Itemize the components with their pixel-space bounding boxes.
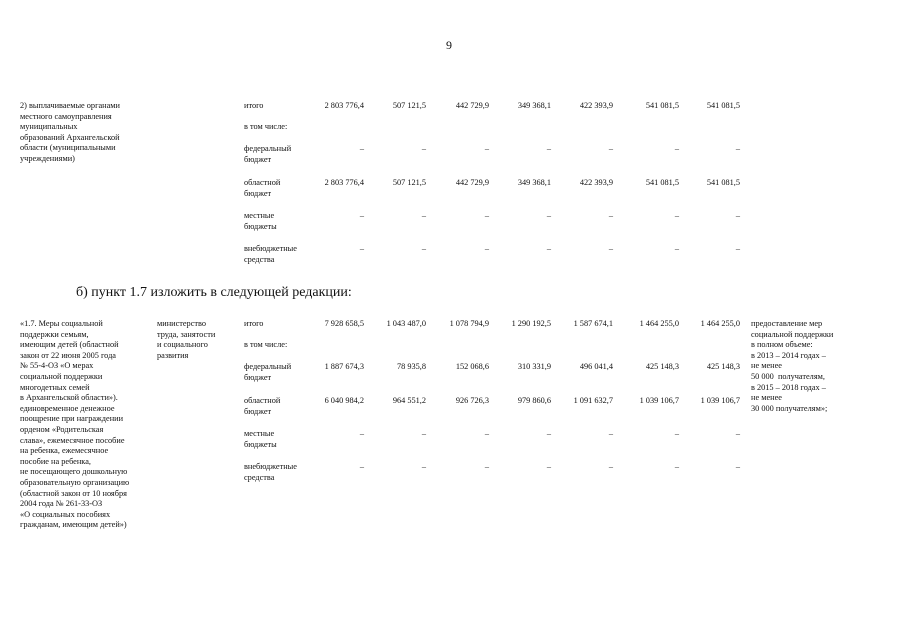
row-label: внебюджетные средства <box>244 462 297 482</box>
value-cell: – <box>359 144 364 153</box>
value-cell: 541 081,5 <box>706 178 740 187</box>
value-cell: – <box>735 462 740 471</box>
value-cell: 78 935,8 <box>396 362 426 371</box>
value-cell: 422 393,9 <box>579 101 613 110</box>
value-cell: – <box>546 429 551 438</box>
value-cell: – <box>421 462 426 471</box>
value-cell: – <box>484 429 489 438</box>
row-label: в том числе: <box>244 340 288 349</box>
block2-result: предоставление мер социальной поддержки в полном объеме: в 2013 – 2014 годах – не менее 50 000 получателям, в 2015 – 2018 годах – не менее 30 000 получателям»; <box>751 319 834 413</box>
value-cell: 541 081,5 <box>645 178 679 187</box>
block2-executor: министерство труда, занятости и социального развития <box>157 319 216 360</box>
value-cell: 507 121,5 <box>392 101 426 110</box>
row-label: областной бюджет <box>244 178 281 198</box>
value-cell: 1 464 255,0 <box>639 319 679 328</box>
value-cell: – <box>421 429 426 438</box>
value-cell: – <box>359 462 364 471</box>
value-cell: 7 928 658,5 <box>324 319 364 328</box>
value-cell: – <box>735 429 740 438</box>
value-cell: – <box>359 244 364 253</box>
value-cell: – <box>608 244 613 253</box>
value-cell: 152 068,6 <box>455 362 489 371</box>
value-cell: – <box>546 144 551 153</box>
value-cell: 425 148,3 <box>706 362 740 371</box>
value-cell: 1 887 674,3 <box>324 362 364 371</box>
value-cell: 1 043 487,0 <box>386 319 426 328</box>
value-cell: – <box>421 244 426 253</box>
value-cell: 1 091 632,7 <box>573 396 613 405</box>
block2-description: «1.7. Меры социальной поддержки семьям, имеющим детей (областной закон от 22 июня 2005 года № 55-4-ОЗ «О мерах социальной поддержки многодетных семей в Архангельской области»). единовременное денежное поощрение при награждении орденом «Родительская слава», ежемесячное пособие на ребенка, ежемесячное пособие на ребенка, не посещающего дошкольную образовательную организацию (областной закон от 10 ноября 2004 года № 261-33-ОЗ «О социальных пособиях гражданам, имеющим детей») <box>20 319 130 530</box>
value-cell: – <box>484 144 489 153</box>
value-cell: 1 464 255,0 <box>700 319 740 328</box>
value-cell: 425 148,3 <box>645 362 679 371</box>
value-cell: 422 393,9 <box>579 178 613 187</box>
value-cell: – <box>421 211 426 220</box>
value-cell: 310 331,9 <box>517 362 551 371</box>
value-cell: – <box>546 211 551 220</box>
value-cell: – <box>735 244 740 253</box>
row-label: в том числе: <box>244 122 288 131</box>
block1-description: 2) выплачиваемые органами местного самоуправления муниципальных образований Архангельской области (муниципальными учреждениями) <box>20 101 120 163</box>
value-cell: 2 803 776,4 <box>324 101 364 110</box>
value-cell: 541 081,5 <box>645 101 679 110</box>
value-cell: – <box>674 144 679 153</box>
value-cell: 1 039 106,7 <box>700 396 740 405</box>
value-cell: – <box>546 244 551 253</box>
value-cell: 964 551,2 <box>392 396 426 405</box>
row-label: местные бюджеты <box>244 429 277 449</box>
value-cell: 496 041,4 <box>579 362 613 371</box>
value-cell: – <box>674 462 679 471</box>
section-heading: б) пункт 1.7 изложить в следующей редакции: <box>76 285 352 300</box>
row-label: итого <box>244 319 264 328</box>
value-cell: 442 729,9 <box>455 101 489 110</box>
value-cell: – <box>674 429 679 438</box>
row-label: областной бюджет <box>244 396 281 416</box>
value-cell: 507 121,5 <box>392 178 426 187</box>
value-cell: 2 803 776,4 <box>324 178 364 187</box>
value-cell: – <box>484 462 489 471</box>
value-cell: – <box>421 144 426 153</box>
value-cell: 349 368,1 <box>517 178 551 187</box>
value-cell: 1 587 674,1 <box>573 319 613 328</box>
value-cell: – <box>735 211 740 220</box>
value-cell: – <box>484 211 489 220</box>
value-cell: 926 726,3 <box>455 396 489 405</box>
value-cell: – <box>359 211 364 220</box>
value-cell: 1 290 192,5 <box>511 319 551 328</box>
value-cell: – <box>608 144 613 153</box>
value-cell: – <box>674 244 679 253</box>
value-cell: – <box>735 144 740 153</box>
value-cell: – <box>608 462 613 471</box>
value-cell: 442 729,9 <box>455 178 489 187</box>
row-label: федеральный бюджет <box>244 144 292 164</box>
row-label: итого <box>244 101 264 110</box>
value-cell: 1 039 106,7 <box>639 396 679 405</box>
value-cell: – <box>359 429 364 438</box>
page-number: 9 <box>446 38 452 52</box>
value-cell: 6 040 984,2 <box>324 396 364 405</box>
value-cell: 979 860,6 <box>517 396 551 405</box>
row-label: местные бюджеты <box>244 211 277 231</box>
value-cell: 349 368,1 <box>517 101 551 110</box>
value-cell: 541 081,5 <box>706 101 740 110</box>
value-cell: – <box>608 429 613 438</box>
value-cell: – <box>674 211 679 220</box>
row-label: федеральный бюджет <box>244 362 292 382</box>
value-cell: 1 078 794,9 <box>449 319 489 328</box>
value-cell: – <box>484 244 489 253</box>
value-cell: – <box>546 462 551 471</box>
value-cell: – <box>608 211 613 220</box>
row-label: внебюджетные средства <box>244 244 297 264</box>
